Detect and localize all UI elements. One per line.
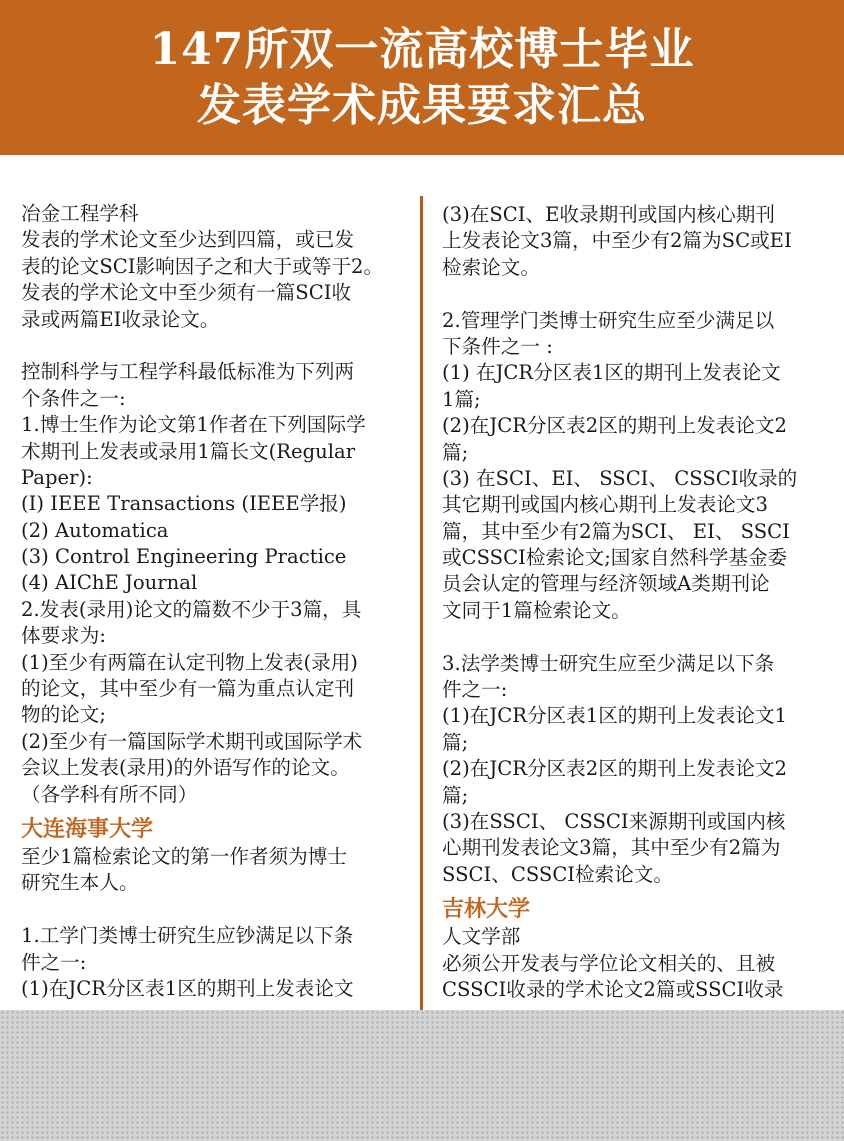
title-line-2: 发表学术成果要求汇总	[197, 79, 647, 131]
text-line: 篇;	[442, 783, 469, 807]
text-line: 人文学部	[442, 925, 521, 949]
text-line: 物的论文;	[21, 703, 106, 727]
text-line: (1) 在JCR分区表1区的期刊上发表论文	[442, 361, 781, 385]
title-banner	[0, 0, 844, 155]
text-line: 篇;	[442, 730, 469, 754]
university-heading: 大连海事大学	[21, 815, 154, 842]
text-line: 术期刊上发表或录用1篇长文(Regular	[21, 439, 356, 463]
text-line: 1篇;	[442, 387, 481, 411]
text-line: (1)在JCR分区表1区的期刊上发表论文	[21, 976, 354, 1000]
text-line: 研究生本人。	[21, 871, 139, 895]
title-line-1: 147所双一流高校博士毕业	[149, 23, 695, 75]
text-line: 必须公开发表与学位论文相关的、且被	[442, 951, 776, 975]
text-line: (3)在SCI、E收录期刊或国内核心期刊	[442, 203, 775, 226]
text-line: (I) IEEE Transactions (IEEE学报)	[21, 492, 347, 516]
text-line: 体要求为:	[21, 624, 106, 648]
left-column	[21, 201, 416, 1013]
text-line: 个条件之一:	[21, 386, 126, 410]
text-line: SSCI、CSSCI检索论文。	[442, 862, 674, 886]
blank-line	[442, 624, 840, 650]
text-line: (1)在JCR分区表1区的期刊上发表论文1	[442, 704, 788, 728]
text-line: (3)在SSCI、 CSSCI来源期刊或国内核	[442, 809, 786, 833]
text-line: （各学科有所不同）	[21, 782, 198, 806]
text-line: 篇，其中至少有2篇为SCI、 EI、 SSCI	[442, 519, 790, 543]
text-line: 或CSSCI检索论文;国家自然科学基金委	[442, 546, 788, 570]
text-line: 件之一:	[21, 950, 87, 974]
university-heading: 吉林大学	[442, 896, 531, 923]
blank-line	[21, 897, 416, 923]
text-line: 2.管理学门类博士研究生应至少满足以	[442, 308, 775, 332]
text-line: 其它期刊或国内核心期刊上发表论文3	[442, 493, 768, 517]
blank-line	[442, 281, 840, 307]
dotted-overlay	[0, 1010, 844, 1141]
text-line: 检索论文。	[442, 255, 540, 279]
text-line: 1.工学门类博士研究生应钞满足以下条	[21, 924, 354, 948]
text-line: 下条件之一 :	[442, 334, 553, 358]
text-line: (2)至少有一篇国际学术期刊或国际学术	[21, 729, 363, 753]
text-line: 2.发表(录用)论文的篇数不少于3篇，具	[21, 597, 362, 621]
text-line: 冶金工程学科	[21, 202, 139, 225]
column-divider	[420, 196, 423, 1012]
text-line: 篇;	[442, 440, 469, 464]
text-line: Paper):	[21, 465, 93, 489]
text-line: (3) Control Engineering Practice	[21, 545, 347, 569]
text-line: 件之一:	[442, 678, 508, 702]
text-line: 至少1篇检索论文的第一作者须为博士	[21, 844, 347, 868]
text-line: 表的论文SCI影响因子之和大于或等于2。	[21, 254, 384, 278]
text-line: 会议上发表(录用)的外语写作的论文。	[21, 756, 350, 780]
text-line: (1)至少有两篇在认定刊物上发表(录用)	[21, 650, 358, 674]
text-line: (4) AIChE Journal	[21, 571, 198, 595]
text-line: (2) Automatica	[21, 518, 169, 542]
text-line: CSSCI收录的学术论文2篇或SSCI收录	[442, 977, 784, 1001]
text-line: 的论文，其中至少有一篇为重点认定刊	[21, 677, 355, 701]
text-line: (2)在JCR分区表2区的期刊上发表论文2	[442, 757, 788, 781]
text-line: 录或两篇EI收录论文。	[21, 307, 220, 331]
text-line: 发表的学术论文中至少须有一篇SCI收	[21, 281, 352, 305]
text-line: 文同于1篇检索论文。	[442, 598, 631, 622]
text-line: 控制科学与工程学科最低标准为下列两	[21, 360, 355, 384]
text-line: 1.博士生作为论文第1作者在下列国际学	[21, 413, 366, 437]
text-line: 发表的学术论文至少达到四篇，或已发	[21, 228, 355, 252]
right-column	[442, 202, 840, 1014]
text-line: 员会认定的管理与经济领域A类期刊论	[442, 572, 770, 596]
text-line: 上发表论文3篇，中至少有2篇为SC或EI	[442, 229, 792, 253]
text-line: (3) 在SCI、EI、 SSCI、 CSSCI收录的	[442, 466, 798, 490]
text-line: 3.法学类博士研究生应至少满足以下条	[442, 651, 775, 675]
text-line: (2)在JCR分区表2区的期刊上发表论文2	[442, 414, 788, 438]
text-line: 心期刊发表论文3篇，其中至少有2篇为	[442, 836, 781, 860]
blank-line	[21, 333, 416, 359]
